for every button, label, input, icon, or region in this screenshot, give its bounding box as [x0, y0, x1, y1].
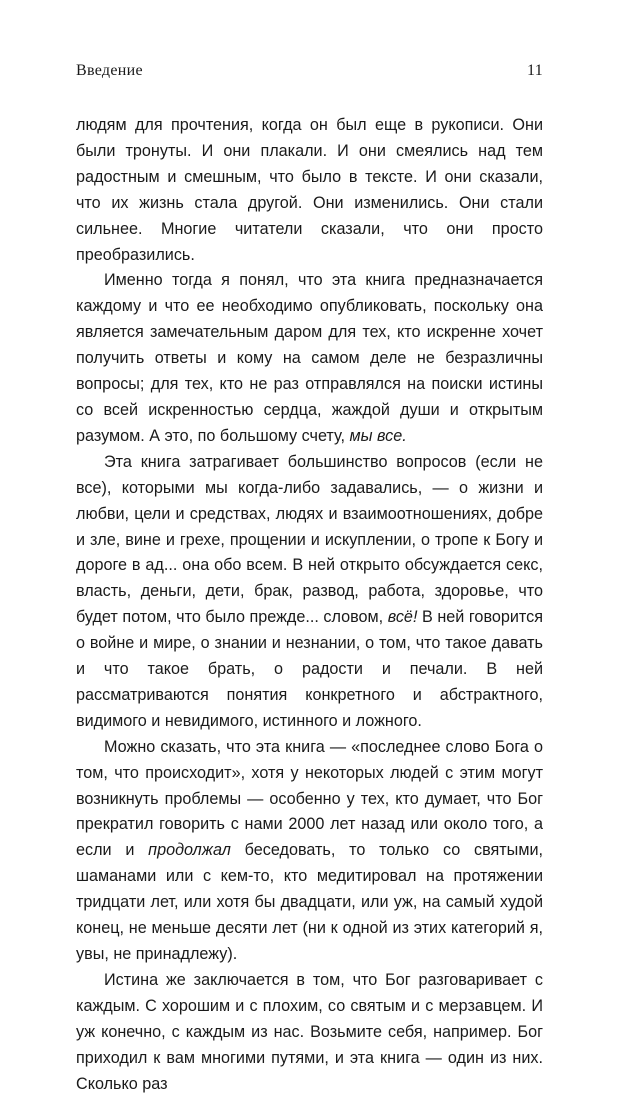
text-run: Можно сказать, что эта книга — «последнее слово Бога о том, что происходит», хотя у некоторых людей с этим могут возникнуть проблемы — особенно у тех, кто думает, что Бог прекратил говорить с нами 2000 лет назад или около того, а если и — [76, 737, 543, 860]
text-run: В ней говорится о войне и мире, о знании и незнании, о том, что такое давать и что такое брать, о радости и печали. В ней рассматриваются понятия конкретного и абстрактного, видимого и невидимого, истинного и ложного. — [76, 608, 543, 730]
text-run: беседовать, то только со святыми, шаманами или с кем-то, кто медитировал на протяжении тридцати лет, или хотя бы двадцати, или уж, на самый худой конец, не меньше десяти лет (ни к одной из этих категорий я, увы, не принадлежу). — [76, 841, 543, 963]
body-text — [76, 113, 543, 1097]
running-header — [76, 62, 543, 82]
italic-text-run: продолжал — [148, 841, 231, 860]
running-title: Введение — [76, 62, 143, 79]
italic-text-run: мы все. — [349, 426, 407, 445]
paragraph — [76, 735, 543, 968]
page-number: 11 — [526, 62, 543, 79]
paragraph — [76, 268, 543, 449]
text-run: людям для прочтения, когда он был еще в рукописи. Они были тронуты. И они плакали. И они смеялись над тем радостным и смешным, что было в тексте. И они сказали, что их жизнь стала другой. Они изменились. Они стали сильнее. Многие читатели сказали, что они просто преобразились. — [76, 116, 543, 264]
paragraph — [76, 968, 543, 1097]
paragraph — [76, 450, 543, 735]
paragraph — [76, 113, 543, 268]
text-run: Именно тогда я понял, что эта книга предназначается каждому и что ее необходимо опубликовать, поскольку она является замечательным даром для тех, кто искренне хочет получить ответы и кому на самом деле не безразличны вопросы; для тех, кто не раз отправлялся на поиски истины со всей искренностью сердца, жаждой души и открытым разумом. А это, по большому счету, — [76, 271, 543, 445]
italic-text-run: всё! — [387, 608, 418, 627]
text-run: Эта книга затрагивает большинство вопросов (если не все), которыми мы когда-либо задавались, — о жизни и любви, цели и средствах, людях и взаимоотношениях, добре и зле, вине и грехе, прощении и искуплении, о тропе к Богу и дороге в ад... она обо всем. В ней открыто обсуждается секс, власть, деньги, дети, брак, развод, работа, здоровье, что будет потом, что было прежде... словом, — [76, 452, 543, 627]
text-run: Истина же заключается в том, что Бог разговаривает с каждым. С хорошим и с плохим, со святым и с мерзавцем. И уж конечно, с каждым из нас. Возьмите себя, например. Бог приходил к вам многими путями, и эта книга — один из них. Сколько раз — [76, 970, 543, 1093]
